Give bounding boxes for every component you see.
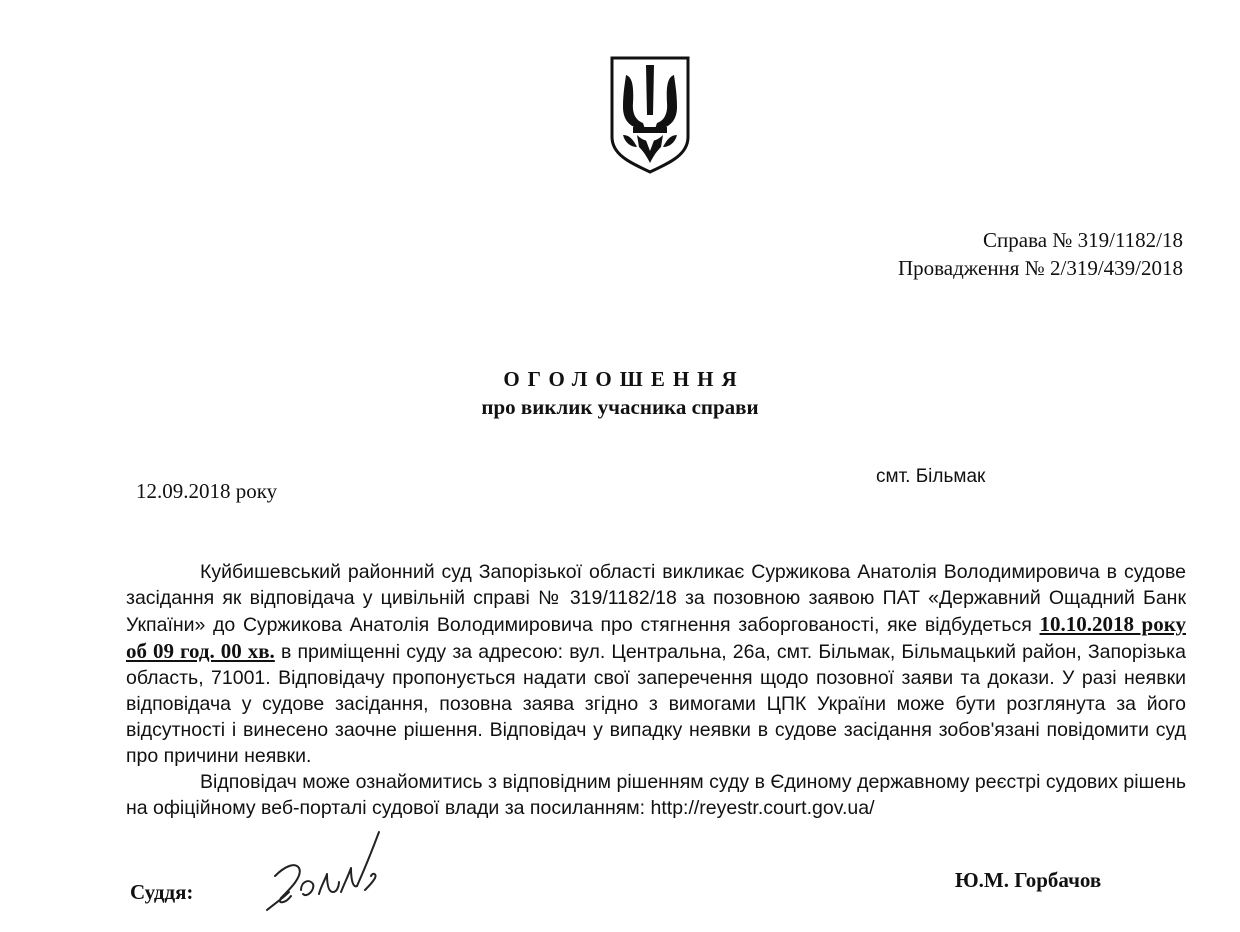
document-date: 12.09.2018 року (136, 479, 278, 503)
document-title: ОГОЛОШЕННЯ (503, 367, 745, 391)
case-number: Справа № 319/1182/18 (983, 228, 1183, 252)
coat-of-arms-icon (609, 55, 691, 175)
paragraph-registry: Відповідач може ознайомитись з відповідним рішенням суду в Єдиному державному реєстрі судових рішень на офіційному веб-порталі судової влади за посиланням: http://reyestr.court.gov.ua/ (126, 771, 1186, 819)
summons-text-end: в приміщенні суду за адресою: вул. Центральна, 26а, смт. Більмак, Більмацький район, Запорізька область, 71001. Відповідачу пропонується надати свої заперечення щодо позовної заяви та докази. У разі неявки відповідача у судове засідання, позовна заява згідно з вимогами ЦПК України може бути розглянута за його відсутності і винесено заочне рішення. Відповідач у випадку неявки в судове засідання зобов'язані повідомити суд про причини неявки. (126, 641, 1186, 767)
case-info (898, 226, 1183, 282)
proceeding-number: Провадження № 2/319/439/2018 (897, 256, 1183, 280)
paragraph-summons (126, 559, 1186, 769)
hearing-datetime: 10.10.2018 року об 09 год. 00 хв. (126, 612, 1186, 663)
document-subtitle: про виклик учасника справи (481, 395, 759, 419)
handwritten-signature (255, 828, 405, 918)
judge-name: Ю.М. Горбачов (955, 868, 1102, 892)
judge-label: Суддя: (130, 880, 194, 904)
summons-text-start: Куйбишевський районний суд Запорізької області викликає Суржикова Анатолія Володимировича в судове засідання як відповідача у цивільній справі № 319/1182/18 за позовною заявою ПАТ «Державний Ощадний Банк Укпаїни» до Суржикова Анатолія Володимировича про стягнення заборгованості, яке відбудеться (126, 561, 1186, 636)
document-heading (0, 365, 1240, 421)
document-place: смт. Більмак (876, 466, 986, 487)
announcement-body (126, 559, 1186, 821)
